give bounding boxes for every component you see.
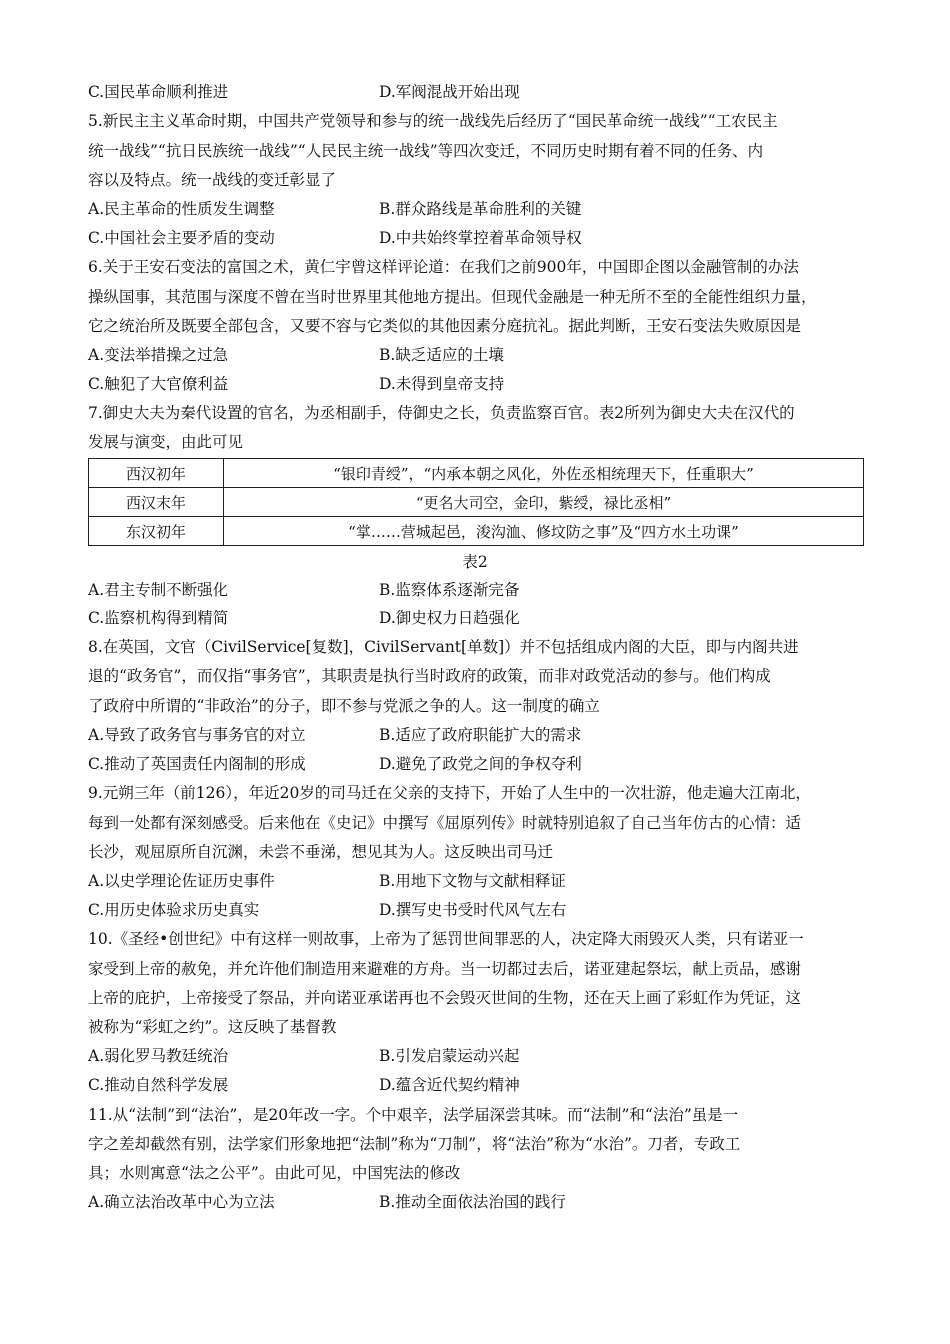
q10-stem-line: 上帝的庇护，上帝接受了祭品，并向诺亚承诺再也不会毁灭世间的生物，还在天上画了彩虹作为凭证，这: [88, 989, 802, 1007]
q10-stem-line: 10.《圣经•创世纪》中有这样一则故事，上帝为了惩罚世间罪恶的人，决定降大雨毁灭人类，只有诺亚一: [88, 930, 804, 948]
q4-option-c: C.国民革命顺利推进: [88, 83, 229, 101]
table-2: [88, 458, 864, 546]
q6-option-d: D.未得到皇帝支持: [379, 375, 505, 393]
q5-stem-line: 统一战线”“抗日民族统一战线”“人民民主统一战线”等四次变迁，不同历史时期有着不同的任务、内: [88, 142, 764, 160]
table-row: [89, 517, 864, 546]
q9-stem-line: 9.元朔三年（前126），年近20岁的司马迁在父亲的支持下，开始了人生中的一次壮游，他走遍大江南北，: [88, 784, 811, 802]
q5-option-a: A.民主革命的性质发生调整: [88, 200, 275, 218]
q8-option-d: D.避免了政党之间的争权夺利: [379, 755, 582, 773]
q6-stem-line: 它之统治所及既要全部包含，又要不容与它类似的其他因素分庭抗礼。据此判断，王安石变法失败原因是: [88, 317, 802, 335]
q9-option-a: A.以史学理论佐证历史事件: [88, 872, 275, 890]
q9-option-d: D.撰写史书受时代风气左右: [379, 901, 567, 919]
table-row: [89, 459, 864, 488]
q7-option-c: C.监察机构得到精简: [88, 609, 229, 627]
q9-stem-line: 每到一处都有深刻感受。后来他在《史记》中撰写《屈原列传》时就特别追叙了自己当年仿古的心情：适: [88, 814, 802, 832]
q8-stem-line: 退的“政务官”，而仅指“事务官”，其职责是执行当时政府的政策，而非对政党活动的参与。他们构成: [88, 667, 771, 685]
q6-option-b: B.缺乏适应的土壤: [379, 346, 504, 364]
q11-option-a: A.确立法治改革中心为立法: [88, 1193, 275, 1211]
q6-option-c: C.触犯了大官僚利益: [88, 375, 229, 393]
q5-stem-line: 容以及特点。统一战线的变迁彰显了: [88, 171, 337, 189]
q5-option-b: B.群众路线是革命胜利的关键: [379, 200, 582, 218]
q5-option-d: D.中共始终掌控着革命领导权: [379, 229, 582, 247]
q7-stem-line: 7.御史大夫为秦代设置的官名，为丞相副手，侍御史之长，负责监察百官。表2所列为御史大夫在汉代的: [88, 404, 795, 422]
table-cell-desc: “更名大司空，金印，紫绶，禄比丞相”: [224, 488, 864, 517]
table-row: [89, 488, 864, 517]
q9-stem-line: 长沙，观屈原所自沉渊，未尝不垂涕，想见其为人。这反映出司马迁: [88, 843, 554, 861]
q6-option-a: A.变法举措操之过急: [88, 346, 229, 364]
q10-option-b: B.引发启蒙运动兴起: [379, 1047, 520, 1065]
table-cell-era: 西汉末年: [89, 488, 224, 517]
q8-stem-line: 了政府中所谓的“非政治”的分子，即不参与党派之争的人。这一制度的确立: [88, 697, 600, 715]
q7-option-a: A.君主专制不断强化: [88, 581, 229, 599]
q10-stem-line: 被称为“彩虹之约”。这反映了基督教: [88, 1018, 337, 1036]
q10-stem-line: 家受到上帝的赦免，并允许他们制造用来避难的方舟。当一切都过去后，诺亚建起祭坛，献上贡品，感谢: [88, 960, 802, 978]
q9-option-b: B.用地下文物与文献相释证: [379, 872, 566, 890]
table-cell-era: 西汉初年: [89, 459, 224, 488]
q10-option-a: A.弱化罗马教廷统治: [88, 1047, 229, 1065]
q8-option-b: B.适应了政府职能扩大的需求: [379, 726, 582, 744]
q11-stem-line: 11.从“法制”到“法治”，是20年改一字。个中艰辛，法学届深尝其味。而“法制”和“法治”虽是一: [88, 1106, 739, 1124]
q9-option-c: C.用历史体验求历史真实: [88, 901, 260, 919]
q7-option-b: B.监察体系逐渐完备: [379, 581, 520, 599]
q7-stem-line: 发展与演变，由此可见: [88, 433, 244, 451]
q11-stem-line: 具；水则寓意“法之公平”。由此可见，中国宪法的修改: [88, 1164, 461, 1182]
q11-option-b: B.推动全面依法治国的践行: [379, 1193, 566, 1211]
table-cell-desc: “银印青绶”，“内承本朝之风化，外佐丞相统理天下，任重职大”: [224, 459, 864, 488]
q6-stem-line: 操纵国事，其范围与深度不曾在当时世界里其他地方提出。但现代金融是一种无所不至的全能性组织力量，: [88, 288, 817, 306]
q8-stem-line: 8.在英国，文官（CivilService[复数]，CivilServant[单数]）并不包括组成内阁的大臣，即与内阁共进: [88, 638, 799, 656]
table-cell-era: 东汉初年: [89, 517, 224, 546]
q5-option-c: C.中国社会主要矛盾的变动: [88, 229, 275, 247]
q4-option-d: D.军阀混战开始出现: [379, 83, 520, 101]
q10-option-c: C.推动自然科学发展: [88, 1076, 229, 1094]
q11-stem-line: 字之差却截然有别，法学家们形象地把“法制”称为“刀制”，将“法治”称为“水治”。刀者，专政工: [88, 1135, 741, 1153]
table-caption: 表2: [462, 553, 488, 571]
q8-option-a: A.导致了政务官与事务官的对立: [88, 726, 306, 744]
q10-option-d: D.蕴含近代契约精神: [379, 1076, 520, 1094]
table-cell-desc: “掌……营城起邑，浚沟洫、修坟防之事”及“四方水土功课”: [224, 517, 864, 546]
q5-stem-line: 5.新民主主义革命时期，中国共产党领导和参与的统一战线先后经历了“国民革命统一战线”“工农民主: [88, 112, 778, 130]
q8-option-c: C.推动了英国责任内阁制的形成: [88, 755, 306, 773]
q7-option-d: D.御史权力日趋强化: [379, 609, 520, 627]
q6-stem-line: 6.关于王安石变法的富国之术，黄仁宇曾这样评论道：在我们之前900年，中国即企图以金融管制的办法: [88, 258, 799, 276]
